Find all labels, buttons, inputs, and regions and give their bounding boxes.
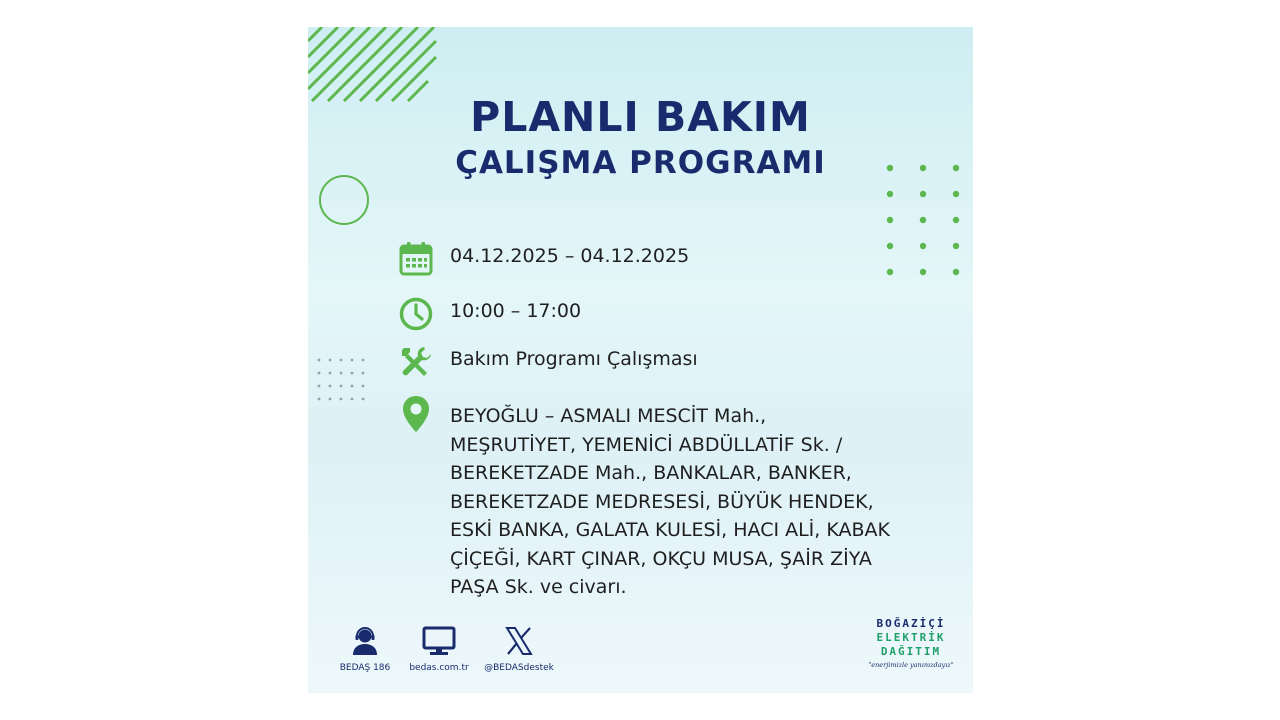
footer-social-label: @BEDASdestek <box>484 663 554 673</box>
dot-grid-decoration-right <box>886 164 966 284</box>
time-row <box>398 296 581 332</box>
monitor-icon <box>422 625 456 657</box>
date-range-text: 04.12.2025 – 04.12.2025 <box>450 245 690 267</box>
footer-call-center-label: BEDAŞ 186 <box>339 663 391 673</box>
work-type-row <box>398 344 698 380</box>
dot-grid-decoration-left <box>316 357 366 412</box>
x-logo-icon <box>503 625 535 657</box>
date-row <box>398 241 689 277</box>
location-row <box>398 394 900 602</box>
logo-slogan: "enerjimizle yanınızdayız" <box>868 661 954 669</box>
location-text: BEYOĞLU – ASMALI MESCİT Mah., MEŞRUTİYET, YEMENİCİ ABDÜLLATİF Sk. / BEREKETZADE Mah., BANKALAR, BANKER, BEREKETZADE MEDRESESİ, BÜYÜK HENDEK, ESKİ BANKA, GALATA KULESİ, HACI ALİ, KABAK ÇİÇEĞİ, KART ÇINAR, OKÇU MUSA, ŞAİR ZİYA PAŞA Sk. ve civarı. <box>450 405 890 598</box>
circle-outline-decoration <box>319 175 369 225</box>
work-type-text: Bakım Programı Çalışması <box>450 348 698 370</box>
call-center-agent-icon <box>349 625 381 657</box>
calendar-icon <box>398 241 434 277</box>
poster-title: PLANLI BAKIM <box>470 93 811 141</box>
footer-website-label: bedas.com.tr <box>409 663 469 673</box>
logo-line-1: BOĞAZİÇİ <box>876 617 946 630</box>
footer-website <box>396 625 482 673</box>
company-logo <box>863 617 959 669</box>
map-pin-icon <box>398 394 434 434</box>
wrench-screwdriver-icon <box>398 344 434 380</box>
poster-subtitle: ÇALIŞMA PROGRAMI <box>455 145 826 181</box>
clock-icon <box>398 296 434 332</box>
maintenance-poster <box>308 27 973 693</box>
logo-line-3: DAĞITIM <box>880 645 942 658</box>
time-range-text: 10:00 – 17:00 <box>450 300 582 322</box>
footer-social <box>476 625 562 673</box>
logo-line-2: ELEKTRİK <box>876 631 946 644</box>
